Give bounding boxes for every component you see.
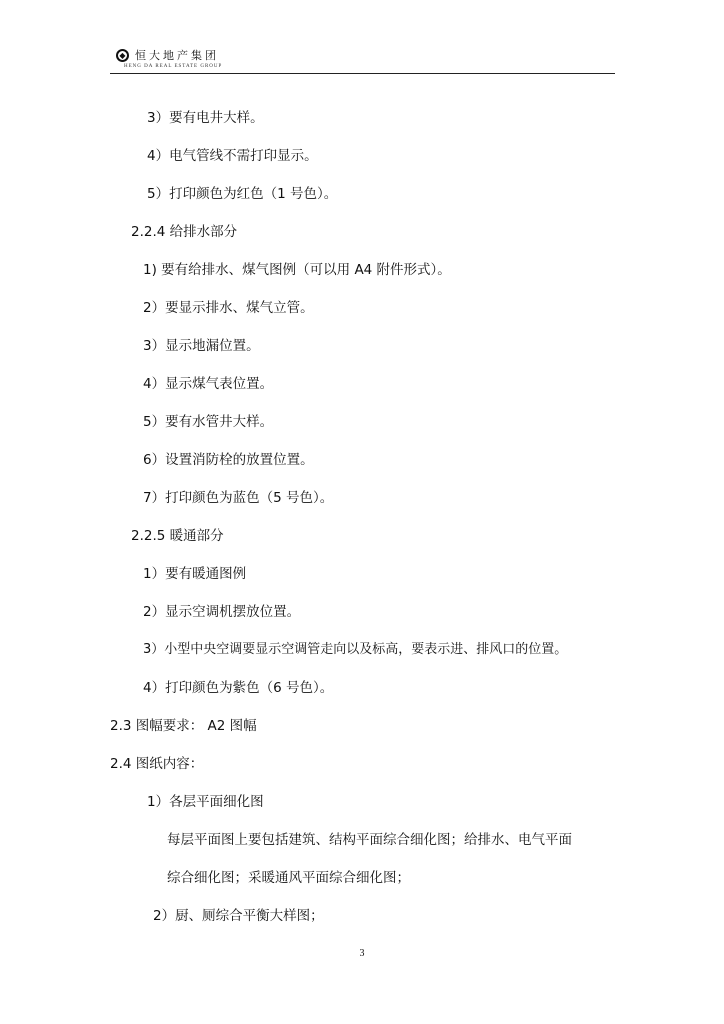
text-line: 3）小型中央空调要显示空调管走向以及标高，要表示进、排风口的位置。 xyxy=(143,642,568,657)
header-divider xyxy=(110,73,615,74)
page-number: 3 xyxy=(359,948,365,959)
text-line: 4）电气管线不需打印显示。 xyxy=(147,148,318,164)
text-line: 3）显示地漏位置。 xyxy=(143,338,260,354)
section-heading: 2.4 图纸内容： xyxy=(110,756,204,772)
section-heading: 2.3 图幅要求： A2 图幅 xyxy=(110,718,257,734)
text-line: 7）打印颜色为蓝色（5 号色）。 xyxy=(143,490,334,506)
text-line: 6）设置消防栓的放置位置。 xyxy=(143,452,314,468)
text-line: 1）各层平面细化图 xyxy=(147,794,264,810)
text-line: 2）要显示排水、煤气立管。 xyxy=(143,300,314,316)
text-line: 每层平面图上要包括建筑、结构平面综合细化图；给排水、电气平面 xyxy=(167,832,572,848)
section-heading: 2.2.4 给排水部分 xyxy=(131,224,238,240)
text-line: 3）要有电井大样。 xyxy=(147,110,264,126)
text-line: 2）显示空调机摆放位置。 xyxy=(143,604,301,620)
text-line: 综合细化图；采暖通风平面综合细化图； xyxy=(167,870,410,886)
company-name-en: HENG DA REAL ESTATE GROUP xyxy=(124,64,223,69)
text-line: 5）要有水管井大样。 xyxy=(143,414,274,430)
text-line: 2）厨、厕综合平衡大样图； xyxy=(153,908,324,924)
text-line: 4）打印颜色为紫色（6 号色）。 xyxy=(143,680,334,696)
text-line: 5）打印颜色为红色（1 号色）。 xyxy=(147,186,338,202)
section-heading: 2.2.5 暖通部分 xyxy=(131,528,224,544)
company-name-cn: 恒大地产集团 xyxy=(135,49,219,62)
text-line: 1）要有暖通图例 xyxy=(143,566,247,582)
page-header xyxy=(110,44,615,74)
text-line: 4）显示煤气表位置。 xyxy=(143,376,274,392)
text-line: 1) 要有给排水、煤气图例（可以用 A4 附件形式）。 xyxy=(143,262,451,278)
logo-mark-icon: ◆ xyxy=(116,49,129,62)
company-logo xyxy=(116,47,219,63)
